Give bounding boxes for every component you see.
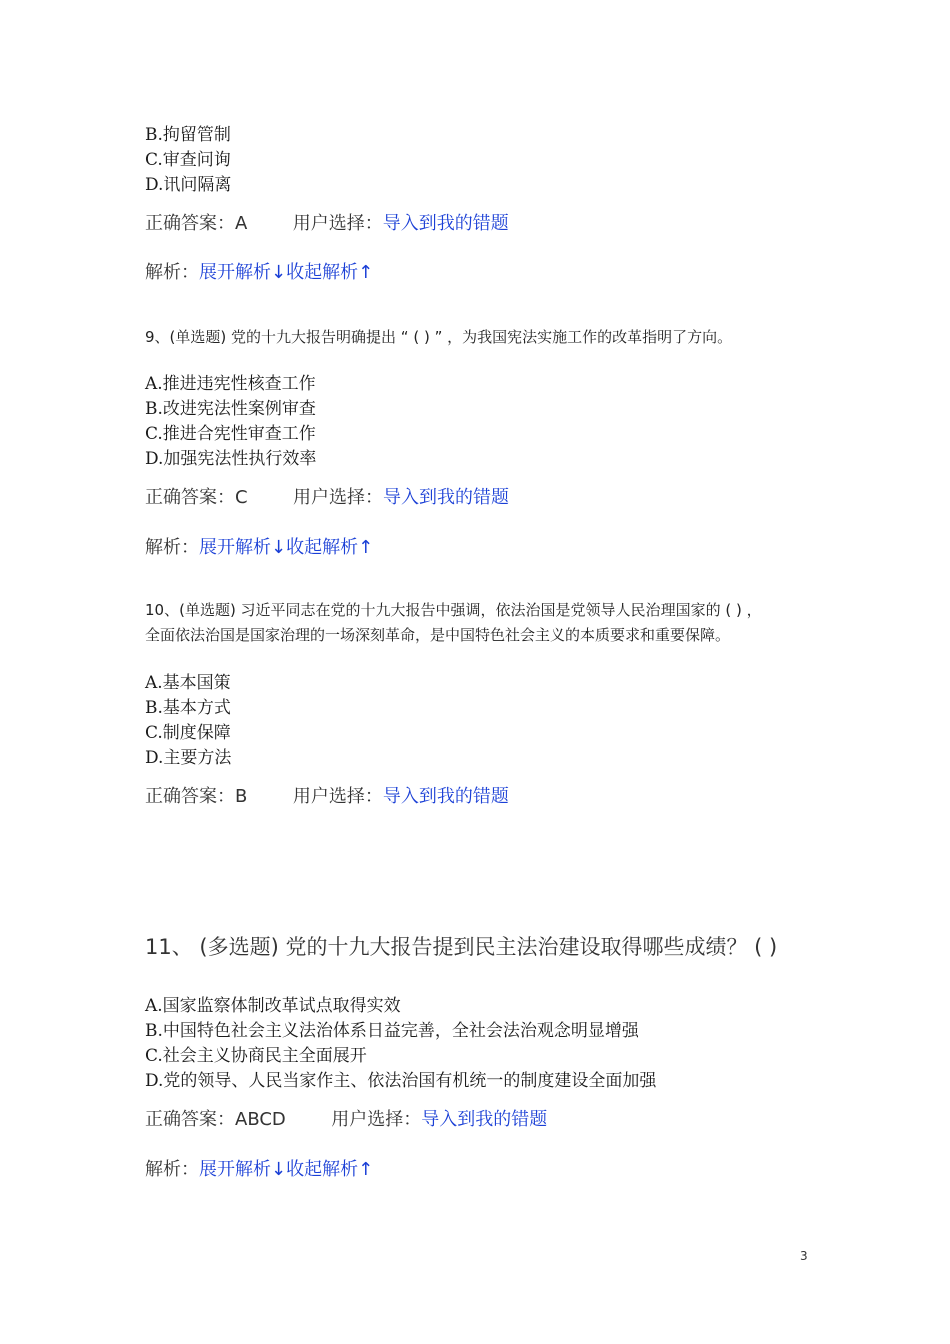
q8-option-d: D.讯问隔离 [145, 175, 232, 195]
q11-user-label: 用户选择： [331, 1109, 422, 1130]
q8-correct-label: 正确答案： [145, 213, 235, 234]
q8-analysis-label: 解析： [145, 262, 199, 283]
q9-correct-label: 正确答案： [145, 487, 235, 508]
q9-analysis-label: 解析： [145, 537, 199, 558]
q9-option-d: D.加强宪法性执行效率 [145, 449, 317, 469]
q11-analysis-label: 解析： [145, 1159, 199, 1180]
q10-correct-label: 正确答案： [145, 786, 235, 807]
q10-answer-row [145, 784, 509, 810]
q8-analysis-row [145, 260, 373, 286]
q9-question: 9、(单选题) 党的十九大报告明确提出 “ ( ) ” ，为我国宪法实施工作的改革指明了方向。 [145, 328, 733, 346]
q9-import-wrong-link[interactable]: 导入到我的错题 [383, 487, 510, 508]
q10-question-line1: 10、(单选题) 习近平同志在党的十九大报告中强调，依法治国是党领导人民治理国家的 ( ) ， [145, 601, 762, 619]
q9-option-c: C.推进合宪性审查工作 [145, 424, 316, 444]
q11-option-a: A.国家监察体制改革试点取得实效 [145, 996, 401, 1016]
q11-answer-row [145, 1107, 547, 1133]
q10-user-label: 用户选择： [292, 786, 383, 807]
q11-analysis-row [145, 1157, 373, 1183]
q10-option-d: D.主要方法 [145, 748, 232, 768]
q10-option-b: B.基本方式 [145, 698, 231, 718]
q10-option-a: A.基本国策 [145, 673, 231, 693]
q11-option-d: D.党的领导、人民当家作主、依法治国有机统一的制度建设全面加强 [145, 1071, 657, 1091]
q9-analysis-row [145, 535, 373, 561]
q11-option-b: B.中国特色社会主义法治体系日益完善，全社会法治观念明显增强 [145, 1021, 639, 1041]
q11-question: 11、 (多选题) 党的十九大报告提到民主法治建设取得哪些成绩？ ( ) [145, 935, 778, 959]
page-number: 3 [800, 1249, 808, 1263]
q8-user-label: 用户选择： [292, 213, 383, 234]
q9-collapse-analysis-link[interactable]: 收起解析↑ [286, 537, 374, 558]
q9-option-a: A.推进违宪性核查工作 [145, 374, 316, 394]
q11-correct-value: ABCD [235, 1109, 286, 1130]
q10-option-c: C.制度保障 [145, 723, 231, 743]
q8-option-b: B.拘留管制 [145, 125, 231, 145]
q11-import-wrong-link[interactable]: 导入到我的错题 [421, 1109, 548, 1130]
q9-option-b: B.改进宪法性案例审查 [145, 399, 316, 419]
q11-collapse-analysis-link[interactable]: 收起解析↑ [286, 1159, 374, 1180]
q11-option-c: C.社会主义协商民主全面展开 [145, 1046, 367, 1066]
q9-answer-row [145, 485, 509, 511]
q8-expand-analysis-link[interactable]: 展开解析↓ [199, 262, 287, 283]
q10-import-wrong-link[interactable]: 导入到我的错题 [382, 786, 509, 807]
q8-option-c: C.审查问询 [145, 150, 231, 170]
q8-import-wrong-link[interactable]: 导入到我的错题 [382, 213, 509, 234]
q11-correct-label: 正确答案： [145, 1109, 235, 1130]
q9-correct-value: C [235, 487, 248, 508]
q8-answer-row [145, 211, 509, 237]
q8-correct-value: A [235, 213, 248, 234]
q10-correct-value: B [235, 786, 248, 807]
q9-user-label: 用户选择： [293, 487, 384, 508]
q10-question-line2: 全面依法治国是国家治理的一场深刻革命，是中国特色社会主义的本质要求和重要保障。 [145, 626, 731, 644]
q11-expand-analysis-link[interactable]: 展开解析↓ [199, 1159, 287, 1180]
q9-expand-analysis-link[interactable]: 展开解析↓ [199, 537, 287, 558]
q8-collapse-analysis-link[interactable]: 收起解析↑ [286, 262, 374, 283]
